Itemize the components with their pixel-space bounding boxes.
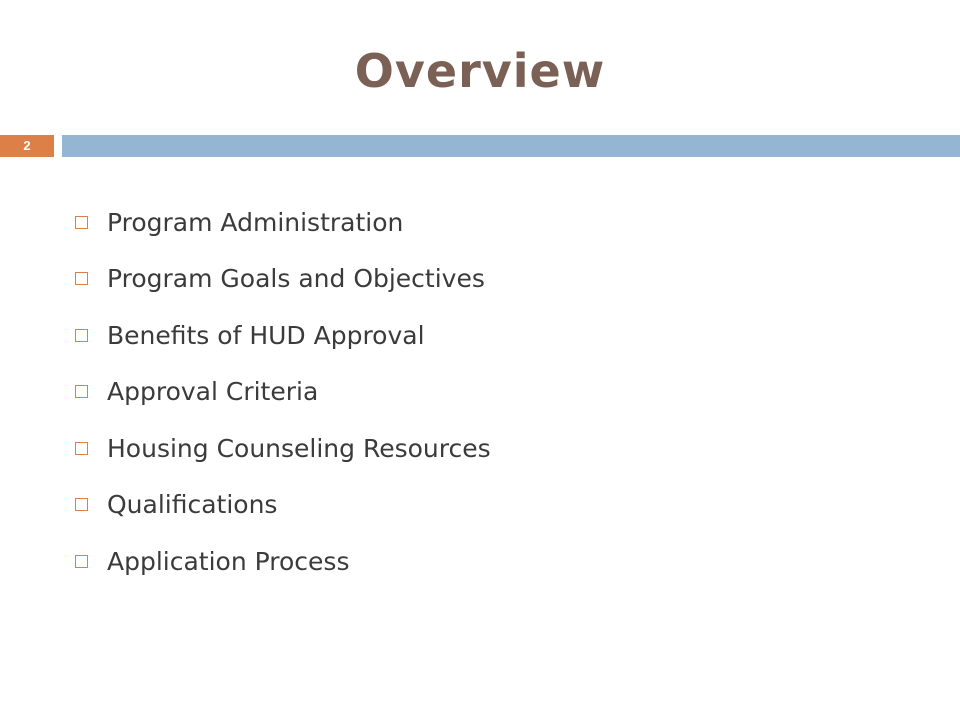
bullet-text: Qualifications: [107, 490, 278, 520]
bullet-text: Program Goals and Objectives: [107, 264, 485, 294]
square-bullet-icon: [75, 216, 88, 229]
square-bullet-icon: [75, 329, 88, 342]
bullet-list: [75, 194, 491, 590]
square-bullet-icon: [75, 272, 88, 285]
list-item: [75, 307, 491, 364]
bullet-text: Approval Criteria: [107, 377, 319, 407]
square-bullet-icon: [75, 442, 88, 455]
bullet-text: Program Administration: [107, 207, 404, 237]
slide-title: Overview: [354, 44, 606, 98]
list-item: [75, 477, 491, 534]
list-item: [75, 533, 491, 590]
square-bullet-icon: [75, 555, 88, 568]
square-bullet-icon: [75, 385, 88, 398]
bullet-text: Housing Counseling Resources: [107, 433, 491, 463]
square-bullet-icon: [75, 498, 88, 511]
bullet-text: Application Process: [107, 546, 350, 576]
list-item: [75, 364, 491, 421]
list-item: [75, 420, 491, 477]
bullet-text: Benefits of HUD Approval: [107, 320, 425, 350]
header-accent-bar: [62, 135, 960, 157]
list-item: [75, 194, 491, 251]
list-item: [75, 251, 491, 308]
slide-number-badge: 2: [0, 135, 54, 157]
